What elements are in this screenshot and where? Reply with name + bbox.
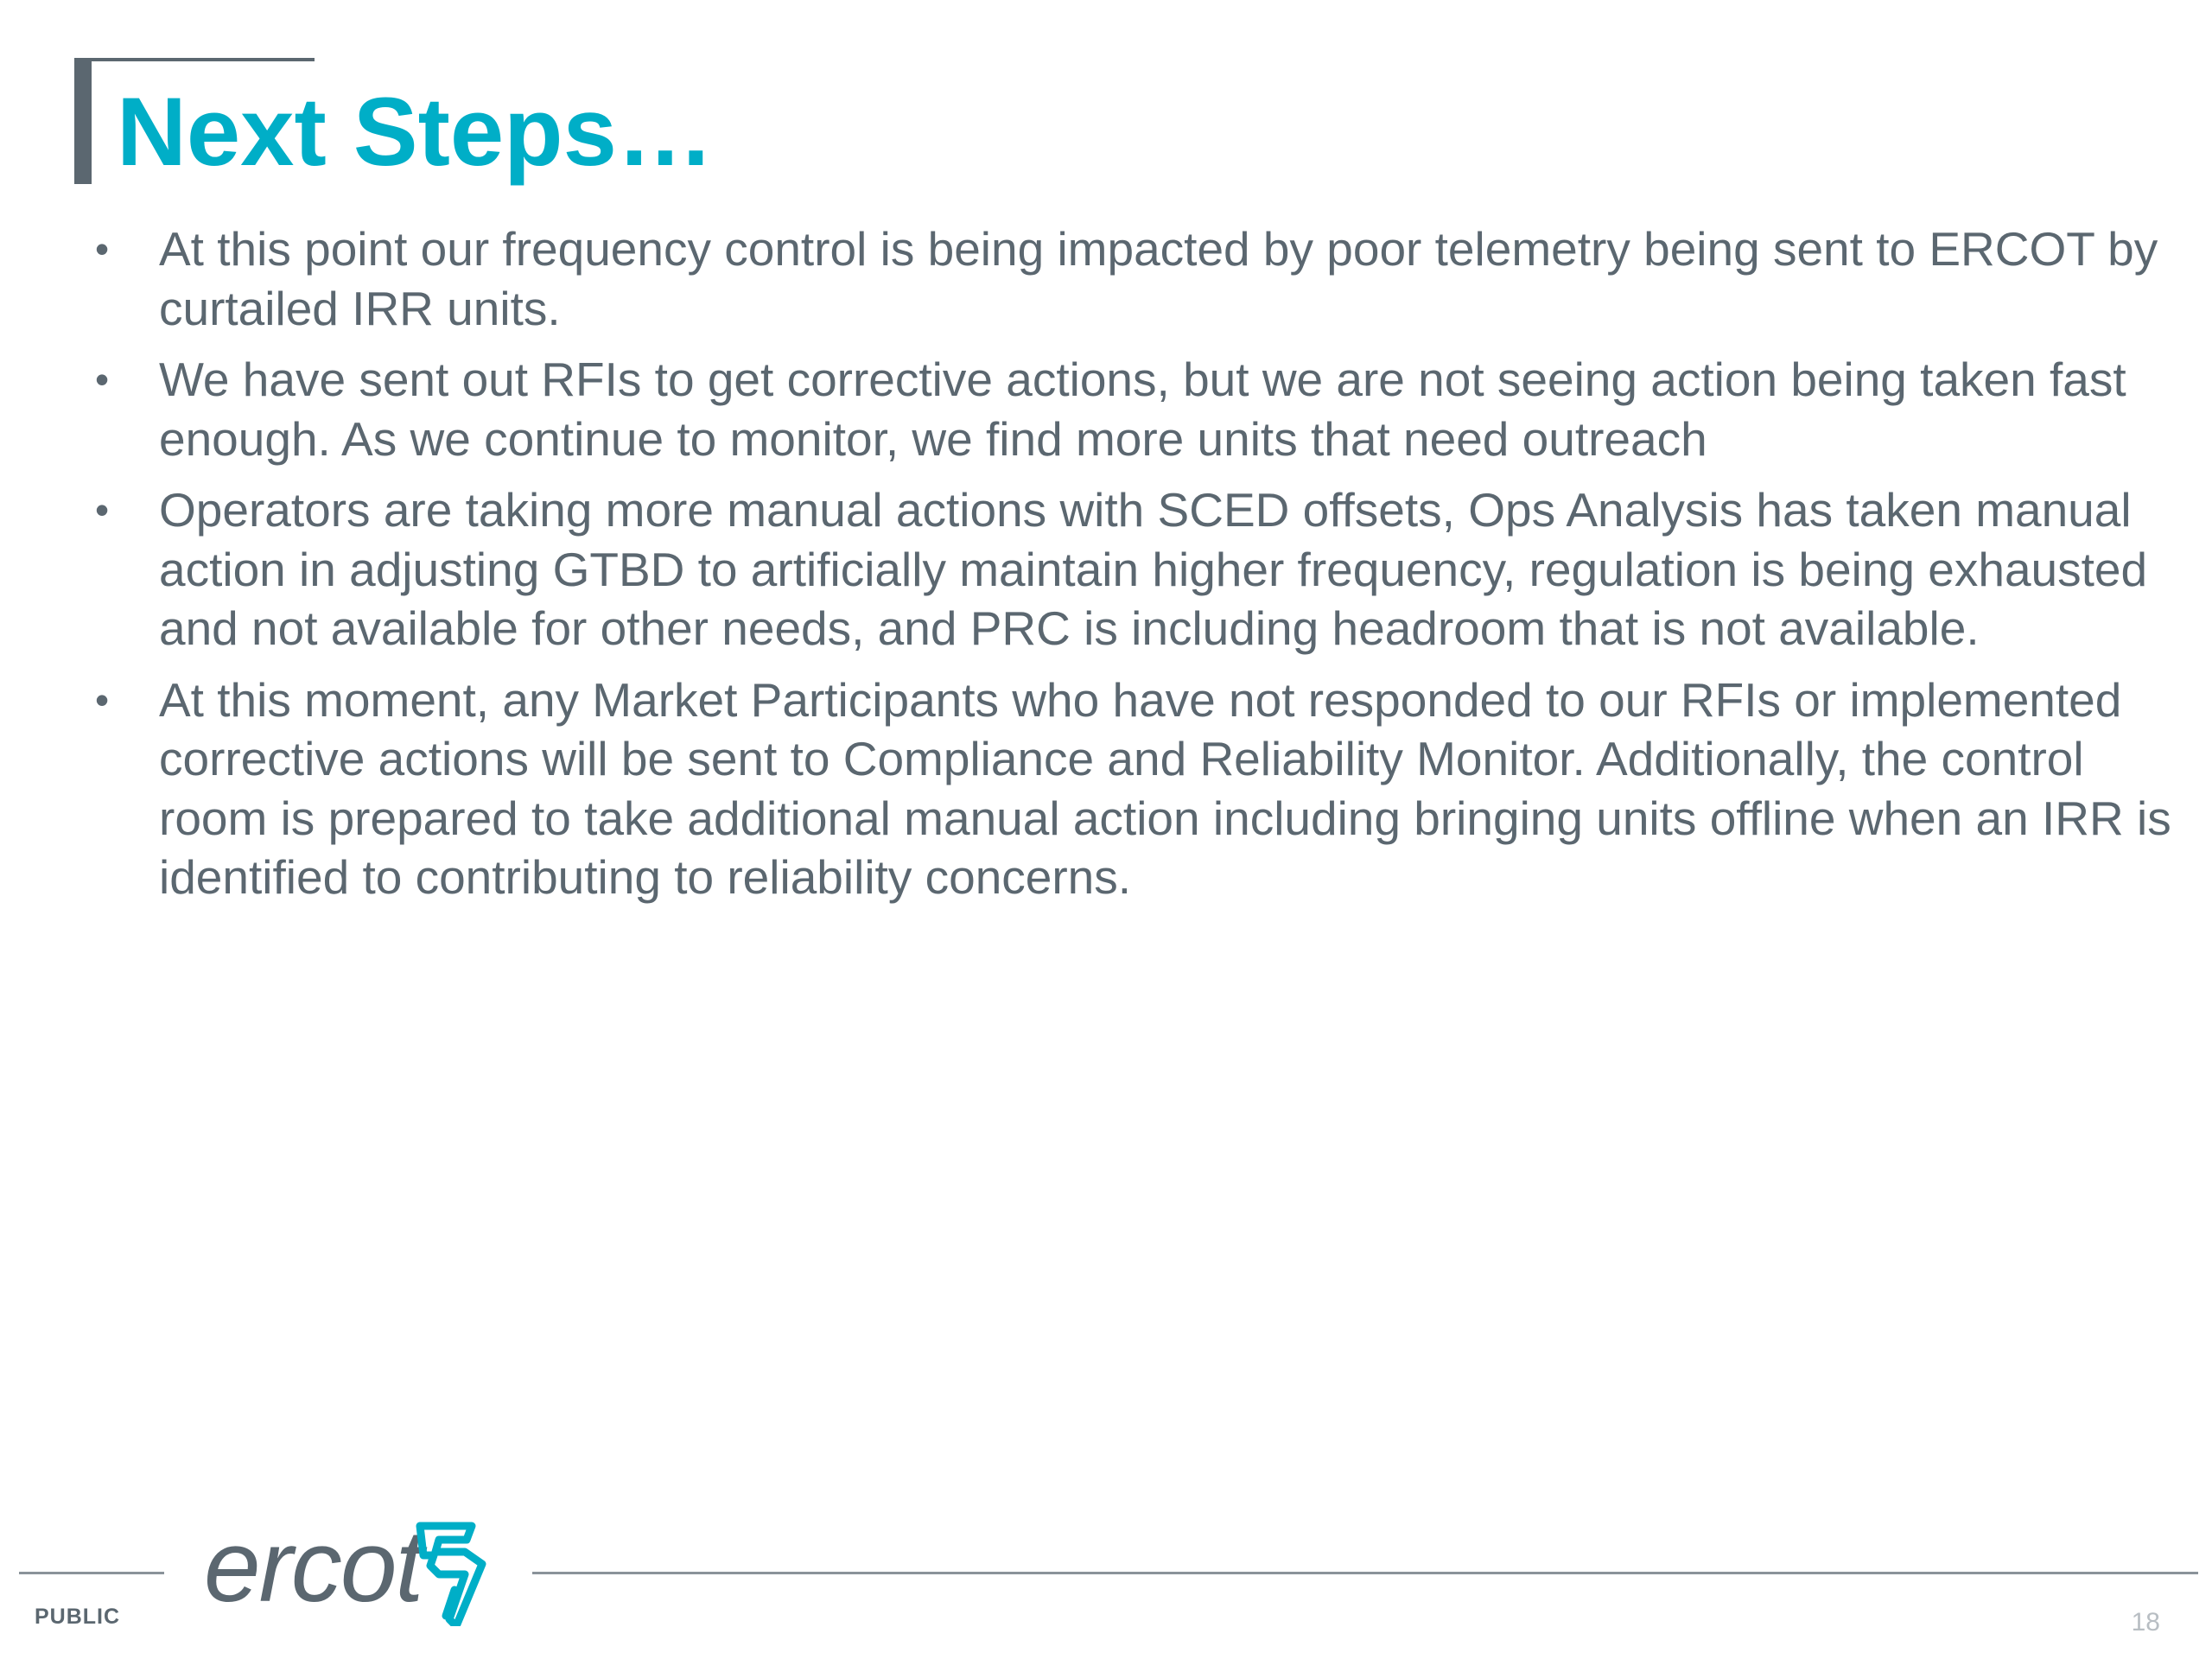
bullet-marker: • [95, 487, 110, 532]
bullet-item [95, 480, 2186, 658]
bullet-text: At this point our frequency control is being impacted by poor telemetry being sent to ERCOT by curtailed IRR units. [159, 222, 2158, 335]
footer-divider-left [19, 1572, 164, 1574]
lightning-bolt-icon [404, 1521, 487, 1626]
bullet-text: We have sent out RFIs to get corrective actions, but we are not seeing action being taken fast enough. As we continue to monitor, we find more units that need outreach [159, 353, 2126, 466]
bullet-text: At this moment, any Market Participants who have not responded to our RFIs or implemented corrective actions will be sent to Compliance and Reliability Monitor. Additionally, the control room is prepared to take additional manual action including bringing units offline when an IRR is identified to contributing to reliability concerns. [159, 672, 2171, 904]
slide-title: Next Steps… [117, 78, 714, 186]
page-number: 18 [2131, 1608, 2160, 1637]
classification-label: PUBLIC [35, 1605, 121, 1629]
bullet-marker: • [95, 357, 110, 402]
ercot-logo [204, 1510, 498, 1628]
footer-divider-right [532, 1572, 2198, 1574]
bullet-text: Operators are taking more manual actions with SCED offsets, Ops Analysis has taken manual action in adjusting GTBD to artificially maintain higher frequency, regulation is being exhausted and not available for other needs, and PRC is including headroom that is not available. [159, 483, 2148, 655]
bullet-item [95, 350, 2186, 468]
bullet-item [95, 219, 2186, 338]
title-accent-bar [74, 58, 92, 184]
bullet-list [95, 219, 2186, 919]
logo-wordmark: ercot [204, 1510, 423, 1624]
bullet-marker: • [95, 677, 110, 722]
bullet-item [95, 671, 2186, 907]
bullet-marker: • [95, 226, 110, 271]
title-accent-rule [74, 58, 315, 61]
